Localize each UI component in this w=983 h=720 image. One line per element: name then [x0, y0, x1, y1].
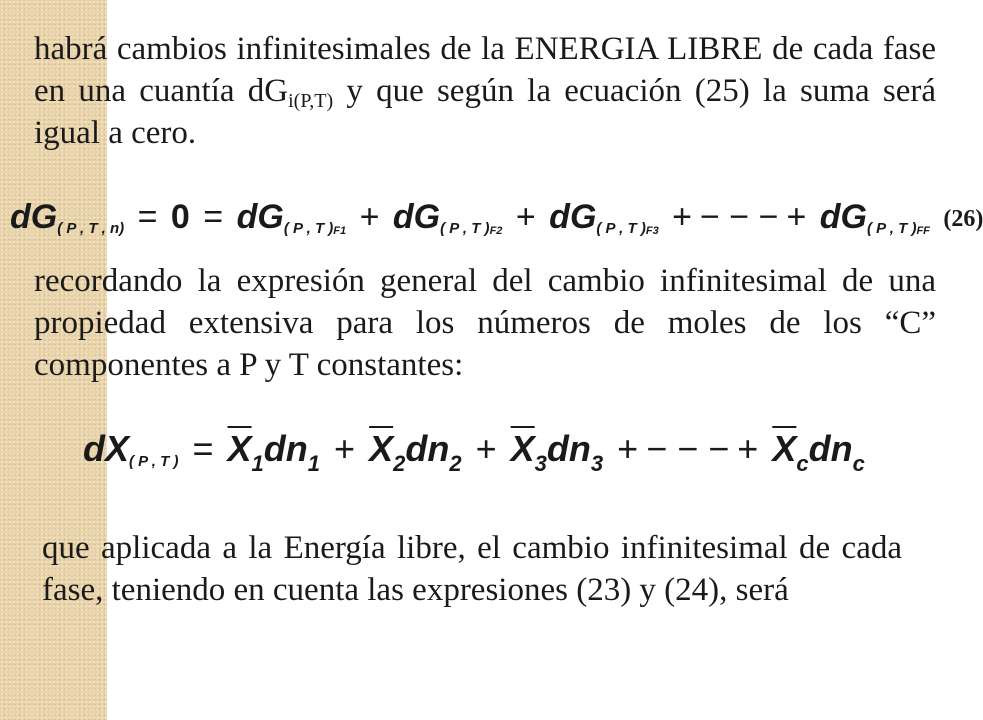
eq-plus: +	[515, 198, 536, 236]
eq-equals: =	[203, 198, 224, 236]
eq-sub: ( P , T )	[867, 220, 917, 237]
equation-extensive-property	[83, 428, 865, 477]
subscript-i-p-t: i(P,T)	[288, 90, 334, 112]
eq-sub: ( P , T )	[596, 220, 646, 237]
eq-equals: =	[137, 198, 158, 236]
eq-term-dg: dG	[236, 198, 284, 236]
eq-sub-f3: F3	[645, 225, 659, 237]
eq-index: c	[852, 451, 865, 476]
eq-plus: +	[334, 428, 356, 469]
eq-sub: ( P , T )	[129, 453, 179, 470]
eq-sub: ( P , T )	[440, 220, 490, 237]
eq-term-dg: dG	[10, 198, 58, 236]
eq-dashes: − − −	[700, 198, 779, 236]
eq-dn: dn	[546, 428, 591, 469]
eq-term-dx: dX	[83, 428, 130, 469]
eq-dashes: − − −	[646, 428, 730, 469]
eq-x-bar: $\overline{X}$	[510, 428, 535, 469]
eq-dn: dn	[405, 428, 450, 469]
eq-plus: +	[475, 428, 497, 469]
paragraph-text-end: y que según la ecuación (25) la suma será igual a cero.	[34, 73, 936, 151]
eq-plus: +	[617, 428, 639, 469]
eq-x-bar: $\overline{X}$	[772, 428, 797, 469]
eq-term-dg: dG	[392, 198, 441, 236]
eq-plus: +	[359, 198, 380, 236]
eq-index: 1	[307, 451, 321, 476]
eq-index: 1	[251, 451, 264, 476]
paragraph-free-energy-changes	[34, 28, 936, 154]
eq-dn: dn	[263, 428, 308, 469]
eq-sub-f1: F1	[333, 225, 347, 237]
eq-term-dg: dG	[549, 198, 597, 236]
eq-x-bar: $\overline{X}$	[369, 428, 394, 469]
eq-plus: +	[737, 428, 759, 469]
eq-index: 3	[534, 451, 547, 476]
eq-sub-ff: FF	[916, 225, 930, 237]
paragraph-text: habrá cambios infinitesimales de la ENERGIA LIBRE de cada fase en una cuantía dG	[34, 31, 936, 109]
eq-index: 3	[590, 451, 604, 476]
eq-index: c	[796, 451, 809, 476]
equation-number-26: (26)	[943, 206, 983, 232]
eq-plus: +	[786, 198, 807, 236]
eq-sub: ( P , T )	[283, 220, 334, 237]
eq-sub-f2: F2	[489, 225, 503, 237]
eq-index: 2	[449, 451, 462, 476]
eq-equals: =	[192, 428, 214, 469]
eq-dn: dn	[808, 428, 853, 469]
eq-plus: +	[672, 198, 692, 236]
paragraph-free-energy-application: que aplicada a la Energía libre, el cambio infinitesimal de cada fase, teniendo en cuenta las expresiones (23) y (24), será	[42, 530, 902, 608]
eq-sub: ( P , T , n)	[57, 220, 125, 237]
eq-index: 2	[393, 451, 406, 476]
eq-x-bar: $\overline{X}$	[227, 428, 252, 469]
equation-26	[10, 198, 983, 237]
paragraph-extensive-property: recordando la expresión general del cambio infinitesimal de una propiedad extensiva para los números de moles de los “C” componentes a P y T constantes:	[34, 263, 936, 383]
eq-term-dg: dG	[819, 198, 867, 236]
eq-zero: 0	[170, 198, 190, 236]
